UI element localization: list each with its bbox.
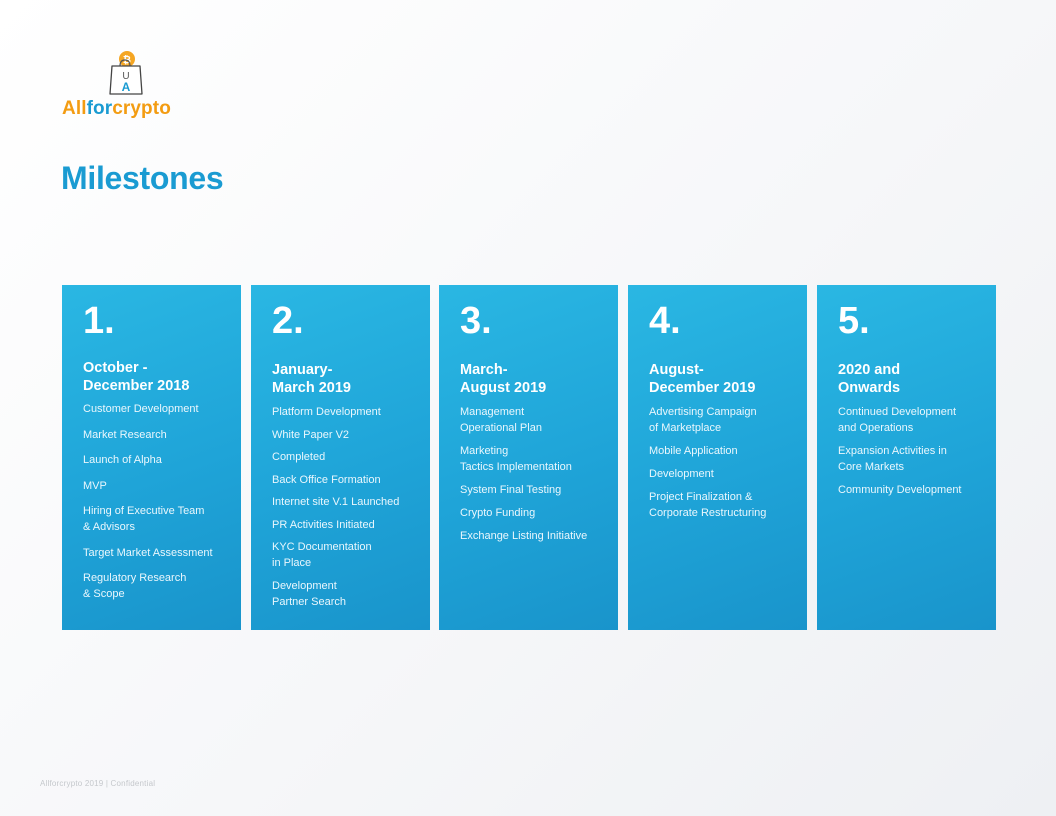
milestone-item: Marketing Tactics Implementation (460, 445, 572, 473)
milestone-item: System Final Testing (460, 484, 562, 496)
milestone-item: Regulatory Research & Scope (83, 572, 187, 600)
milestone-number: 3. (460, 300, 492, 342)
milestone-number: 4. (649, 300, 681, 342)
bag-letter-u: U (122, 71, 130, 82)
milestone-item: Back Office Formation (272, 473, 381, 486)
milestone-item: MVP (83, 479, 107, 492)
milestone-period: August- December 2019 (649, 362, 756, 396)
milestone-item: Advertising Campaign of Marketplace (649, 406, 757, 434)
milestone-item: Community Development (838, 484, 962, 496)
milestone-item: Development Partner Search (272, 579, 346, 608)
milestone-item: Management Operational Plan (460, 406, 542, 434)
milestone-item: White Paper V2 (272, 428, 350, 441)
milestone-items (649, 404, 801, 528)
milestone-item: Continued Development and Operations (838, 406, 957, 434)
milestone-card-3 (439, 285, 618, 630)
milestone-period: March- August 2019 (460, 362, 547, 396)
bag-letter-a: A (121, 80, 131, 94)
milestone-card-2 (251, 285, 430, 630)
footer-confidential: Allforcrypto 2019 | Confidential (40, 779, 156, 788)
brand-name-part3: crypto (112, 98, 171, 119)
milestone-item: Customer Development (83, 403, 199, 415)
milestone-item: KYC Documentation in Place (272, 541, 372, 569)
milestone-period: 2020 and Onwards (838, 362, 901, 396)
milestone-item: Development (649, 468, 714, 480)
milestone-item: Exchange Listing Initiative (460, 530, 588, 542)
brand-name-part1: All (62, 98, 87, 119)
brand-name-part2: for (86, 98, 113, 119)
milestone-item: Internet site V.1 Launched (272, 496, 400, 508)
page-title: Milestones (61, 160, 224, 196)
milestone-card-5 (817, 285, 996, 630)
milestone-items (838, 404, 990, 505)
milestone-item: Crypto Funding (460, 507, 536, 519)
milestone-card-4 (628, 285, 807, 630)
milestone-item: Platform Development (272, 406, 381, 418)
milestone-number: 5. (838, 300, 870, 342)
svg-text:₿: ₿ (122, 55, 132, 66)
milestone-item: PR Activities Initiated (272, 518, 375, 531)
milestone-item: Market Research (83, 428, 167, 441)
brand-wordmark (62, 98, 171, 120)
milestone-item: Target Market Assessment (83, 546, 213, 559)
milestone-item: Hiring of Executive Team & Advisors (83, 505, 205, 533)
milestone-number: 1. (83, 300, 115, 342)
milestone-item: Mobile Application (649, 445, 738, 457)
milestone-cards (62, 285, 996, 630)
milestone-item: Launch of Alpha (83, 454, 162, 466)
milestone-items (460, 404, 612, 551)
milestone-items (83, 401, 235, 612)
milestone-item: Completed (272, 451, 326, 463)
milestone-period: October - December 2018 (83, 360, 190, 394)
milestone-card-1 (62, 285, 241, 630)
milestone-number: 2. (272, 300, 304, 342)
shopping-bag-bitcoin-icon (106, 50, 146, 96)
milestone-items (272, 404, 424, 616)
brand-logo (62, 50, 192, 122)
milestone-item: Expansion Activities in Core Markets (838, 445, 947, 473)
milestone-item: Project Finalization & Corporate Restructuring (649, 491, 767, 519)
milestone-period: January- March 2019 (272, 362, 351, 396)
